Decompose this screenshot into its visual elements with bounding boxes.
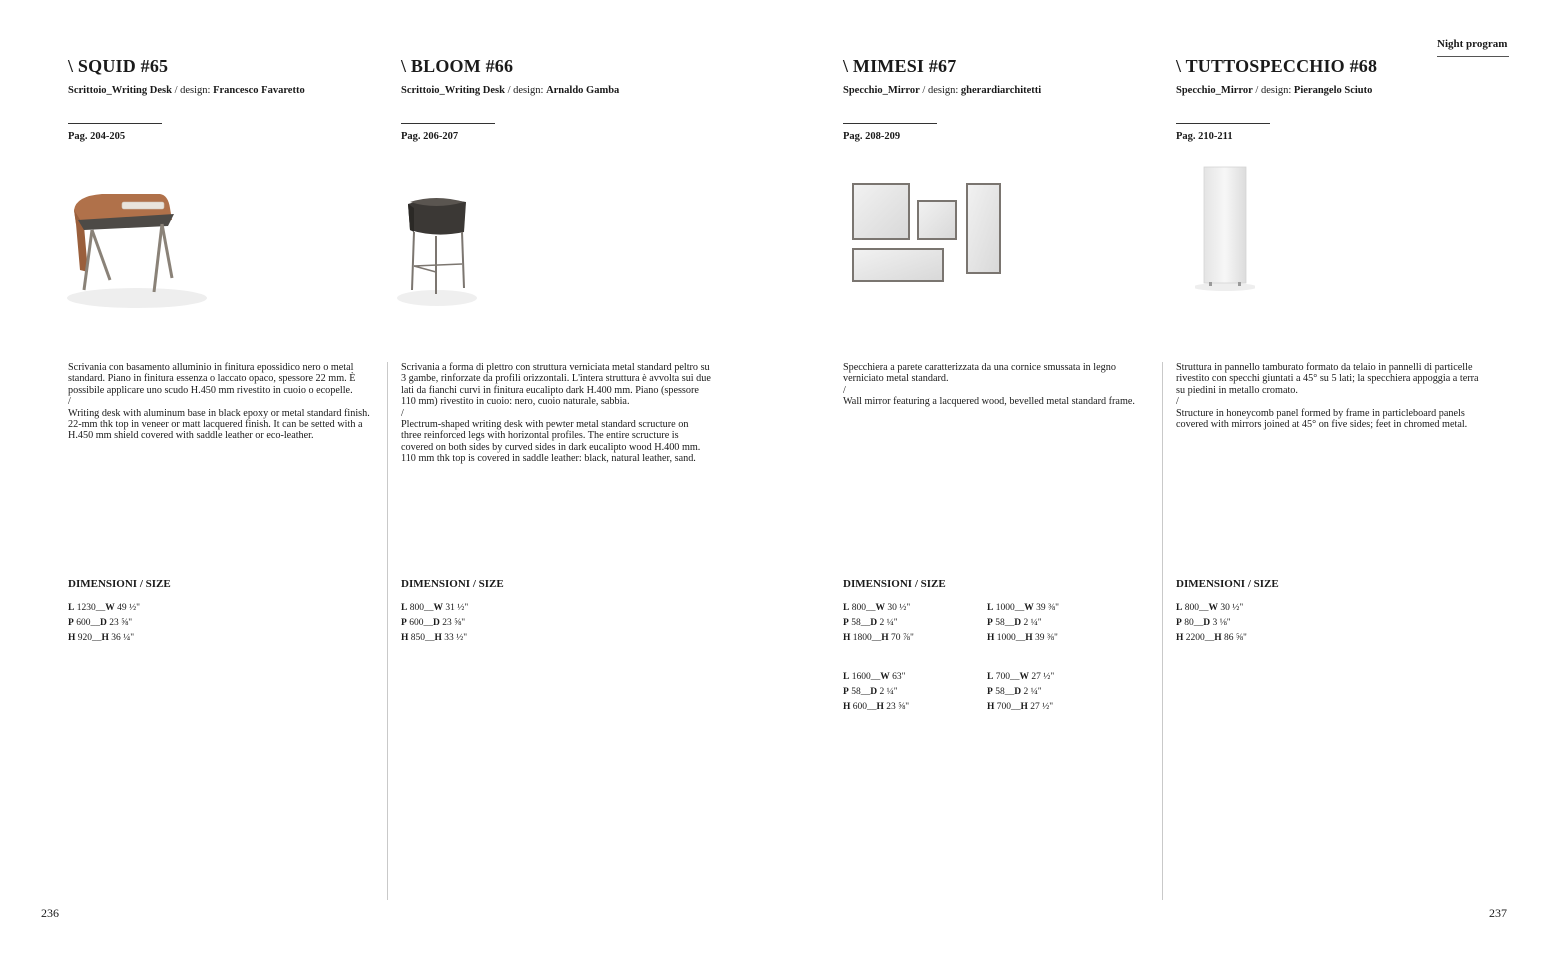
page-reference: Pag. 206-207	[401, 131, 459, 142]
dimension-row: L 800__W 30 ½"	[1176, 603, 1244, 613]
page-reference: Pag. 210-211	[1176, 131, 1233, 142]
dimensions-heading: DIMENSIONI / SIZE	[401, 578, 504, 590]
dimension-row: H 600__H 23 ⅝"	[843, 702, 910, 712]
dimensions-heading: DIMENSIONI / SIZE	[843, 578, 946, 590]
page-number-right: 237	[1489, 906, 1507, 920]
product-title: \ MIMESI #67	[843, 56, 957, 76]
tuttospecchio-mirror-image	[1195, 164, 1255, 294]
product-title: \ BLOOM #66	[401, 56, 514, 76]
dimension-row: H 1000__H 39 ⅜"	[987, 633, 1058, 643]
header-rule	[68, 123, 162, 124]
product-description: Specchiera a parete caratterizzata da una cornice smussata in legno verniciato metal standard. / Wall mirror featuring a lacquered wood, bevelled metal standard frame.	[843, 362, 1135, 408]
page-reference: Pag. 208-209	[843, 131, 901, 142]
section-underline	[1437, 56, 1509, 57]
dimension-row: L 1000__W 39 ⅜"	[987, 603, 1059, 613]
header-rule	[843, 123, 937, 124]
column-divider	[387, 362, 388, 900]
mimesi-mirrors-image	[850, 180, 1005, 285]
dimensions-heading: DIMENSIONI / SIZE	[68, 578, 171, 590]
product-title: \ TUTTOSPECCHIO #68	[1176, 56, 1378, 76]
dimension-row: P 600__D 23 ⅝"	[68, 618, 133, 628]
dimension-row: P 58__D 2 ¼"	[987, 687, 1042, 697]
dimensions-list	[987, 601, 1059, 646]
page-number-left: 236	[41, 906, 59, 920]
product-description: Scrivania con basamento alluminio in finitura epossidico nero o metal standard. Piano in finitura essenza o laccato opaco, spessore 22 mm. È possibile applicare uno scudo H.450 mm rivestito in cuoio o ecopelle. / Writing desk with aluminum base in black epoxy or metal standard finish. 22-mm thk top in veneer or matt lacquered finish. It can be setted with a H.450 mm shield covered with saddle leather or eco-leather.	[68, 362, 370, 442]
product-subtitle: Specchio_Mirror / design: Pierangelo Sciuto	[1176, 85, 1373, 96]
dimension-row: P 58__D 2 ¼"	[987, 618, 1042, 628]
dimension-row: P 80__D 3 ⅛"	[1176, 618, 1231, 628]
product-header-tuttospecchio	[1176, 55, 1377, 142]
dimension-row: L 1230__W 49 ½"	[68, 603, 140, 613]
dimensions-list	[68, 601, 140, 646]
dimension-row: L 800__W 30 ½"	[843, 603, 911, 613]
dimension-row: H 2200__H 86 ⅝"	[1176, 633, 1247, 643]
dimension-row: P 600__D 23 ⅝"	[401, 618, 466, 628]
dimension-row: P 58__D 2 ¼"	[843, 687, 898, 697]
dimensions-list	[1176, 601, 1247, 646]
dimensions-list	[843, 601, 914, 646]
dimension-row: H 1800__H 70 ⅞"	[843, 633, 914, 643]
dimension-row: L 800__W 31 ½"	[401, 603, 469, 613]
product-description: Scrivania a forma di plettro con struttura verniciata metal standard peltro su 3 gambe, rinforzate da profili orizzontali. L'intera struttura è avvolta sui due lati da fianchi curvi in finitura eucalipto dark H.400 mm. Piano (spessore 110 mm) rivestito in cuoio: nero, cuoio naturale, sabbia. / Plectrum-shaped writing desk with pewter metal standard scructure on three reinforced legs with horizontal profiles. The entire scructure is covered on both sides by curved sides in dark eucalipto wood H.400 mm. 110 mm thk top is covered in saddle leather: black, natural leather, sand.	[401, 362, 711, 465]
dimension-row: H 700__H 27 ½"	[987, 702, 1054, 712]
squid-desk-image	[62, 180, 212, 315]
product-subtitle: Specchio_Mirror / design: gherardiarchitetti	[843, 85, 1042, 96]
dimension-row: H 850__H 33 ½"	[401, 633, 468, 643]
product-subtitle: Scrittoio_Writing Desk / design: Francesco Favaretto	[68, 85, 305, 96]
product-header-squid	[68, 55, 305, 142]
header-rule	[1176, 123, 1270, 124]
product-subtitle: Scrittoio_Writing Desk / design: Arnaldo Gamba	[401, 85, 620, 96]
section-label: Night program	[1437, 38, 1508, 50]
product-header-mimesi	[843, 55, 1041, 142]
bloom-desk-image	[392, 190, 482, 310]
dimension-row: L 1600__W 63"	[843, 672, 906, 682]
dimensions-list	[401, 601, 468, 646]
column-divider	[1162, 362, 1163, 900]
dimensions-list	[843, 670, 909, 715]
dimension-row: L 700__W 27 ½"	[987, 672, 1055, 682]
dimension-row: P 58__D 2 ¼"	[843, 618, 898, 628]
product-header-bloom	[401, 55, 619, 142]
dimensions-heading: DIMENSIONI / SIZE	[1176, 578, 1279, 590]
header-rule	[401, 123, 495, 124]
product-title: \ SQUID #65	[68, 56, 169, 76]
page-reference: Pag. 204-205	[68, 131, 126, 142]
dimensions-list	[987, 670, 1054, 715]
dimension-row: H 920__H 36 ¼"	[68, 633, 135, 643]
product-description: Struttura in pannello tamburato formato da telaio in pannelli di particelle rivestito con specchi giuntati a 45° su 5 lati; la specchiera appoggia a terra su piedini in metallo cromato. / Structure in honeycomb panel formed by frame in particleboard panels covered with mirrors joined at 45° on five sides; feet in chromed metal.	[1176, 362, 1479, 431]
